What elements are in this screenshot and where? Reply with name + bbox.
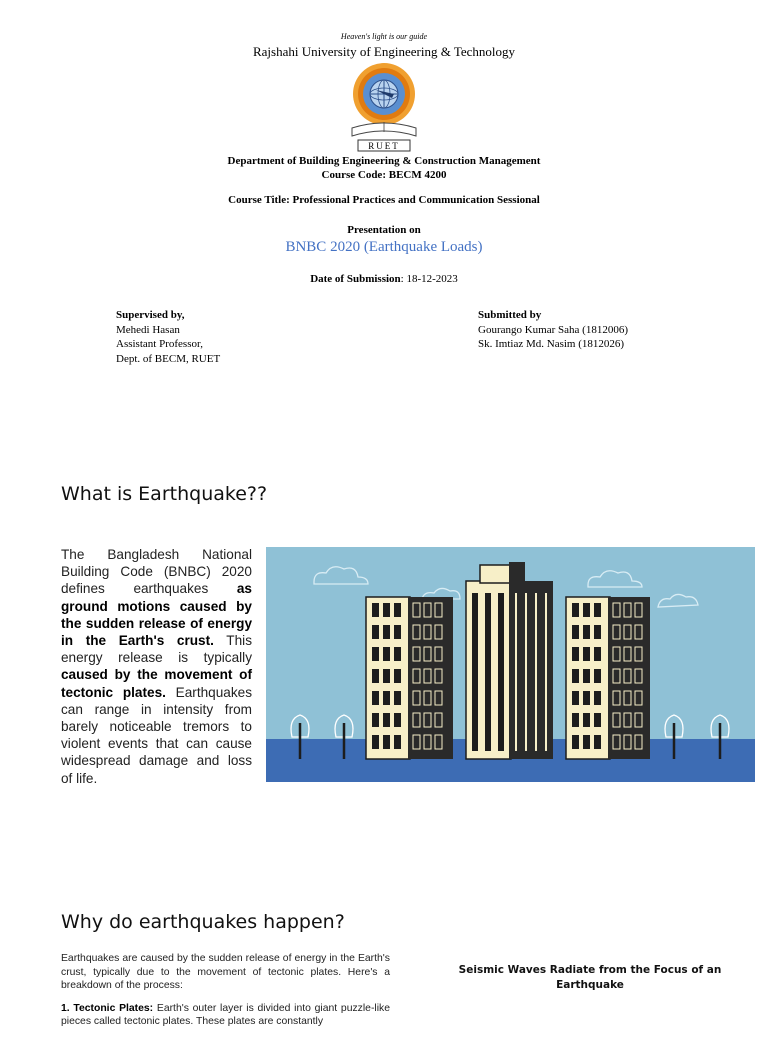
center-tower bbox=[466, 562, 553, 759]
supervisor-dept: Dept. of BECM, RUET bbox=[116, 352, 221, 365]
presentation-label: Presentation on bbox=[347, 224, 421, 236]
submission-date bbox=[0, 273, 768, 285]
item1-label: 1. Tectonic Plates: bbox=[61, 1002, 154, 1014]
submitted-block bbox=[478, 308, 628, 352]
submitted-label: Submitted by bbox=[478, 309, 542, 321]
tectonic-plates-item bbox=[61, 1002, 390, 1029]
left-building bbox=[366, 597, 453, 759]
department-name: Department of Building Engineering & Construction Management bbox=[227, 155, 541, 167]
para-text-e: Earthquakes can range in intensity from barely noticeable tremors to violent events that can cause widespread damage and loss of life. bbox=[61, 684, 252, 786]
intro-paragraph: Earthquakes are caused by the sudden release of energy in the Earth's crust, typically due to the movement of tectonic plates. Here's a breakdown of the process: bbox=[61, 953, 390, 991]
supervisor-name: Mehedi Hasan bbox=[116, 323, 180, 336]
item1-text: Earth's outer layer is divided into giant puzzle-like pieces called tectonic plates. These plates are constantly bbox=[61, 1002, 390, 1027]
university-motto: Heaven's light is our guide bbox=[340, 32, 428, 41]
date-value: : 18-12-2023 bbox=[400, 273, 458, 285]
logo-sun-icon bbox=[353, 63, 415, 125]
para-text-a: The Bangladesh National Building Code (BNBC) 2020 defines earthquakes bbox=[61, 547, 252, 597]
course-title: Course Title: Professional Practices and Communication Sessional bbox=[228, 194, 540, 206]
para-bold-b: as ground motions caused by the sudden release of energy in the Earth's crust. bbox=[61, 581, 252, 649]
course-code: Course Code: BECM 4200 bbox=[321, 169, 447, 181]
para-text-c: This energy release is typically bbox=[61, 633, 252, 666]
supervisor-title: Assistant Professor, bbox=[116, 338, 203, 350]
logo-book-icon bbox=[352, 122, 416, 136]
student-2: Sk. Imtiaz Md. Nasim (1812026) bbox=[478, 338, 625, 350]
city-buildings-illustration bbox=[266, 547, 755, 782]
section-heading-why-earthquakes: Why do earthquakes happen? bbox=[61, 911, 345, 933]
why-earthquakes-text bbox=[61, 952, 390, 1038]
supervised-block bbox=[116, 308, 220, 366]
logo-text: RUET bbox=[368, 141, 400, 151]
figure-caption-seismic-waves: Seismic Waves Radiate from the Focus of an Earthquake bbox=[458, 964, 722, 991]
ruet-logo bbox=[346, 60, 422, 154]
date-label: Date of Submission bbox=[310, 273, 401, 285]
university-name: Rajshahi University of Engineering & Technology bbox=[252, 44, 516, 59]
para-bold-d: caused by the movement of tectonic plates. bbox=[61, 667, 252, 700]
right-building bbox=[566, 597, 650, 759]
presentation-title: BNBC 2020 (Earthquake Loads) bbox=[285, 239, 483, 255]
student-1: Gourango Kumar Saha (1812006) bbox=[478, 323, 628, 336]
section-heading-what-is-earthquake: What is Earthquake?? bbox=[61, 483, 268, 505]
supervised-label: Supervised by, bbox=[116, 309, 185, 321]
earthquake-definition-paragraph bbox=[61, 546, 252, 787]
